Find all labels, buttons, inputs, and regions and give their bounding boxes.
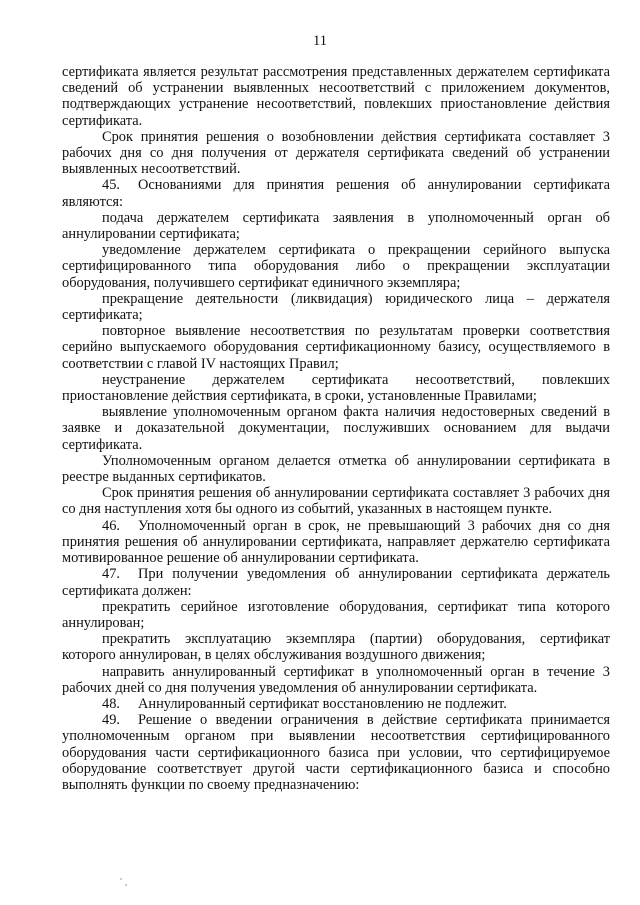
paragraph xyxy=(62,485,610,517)
paragraph xyxy=(62,323,610,372)
paragraph-text: прекратить серийное изготовление оборудования, сертификат типа которого аннулирован; xyxy=(62,598,610,631)
paragraph-text: направить аннулированный сертификат в уполномоченный орган в течение 3 рабочих дней со дня получения уведомления об аннулировании сертификата. xyxy=(62,663,610,696)
paragraph-text: выявление уполномоченным органом факта наличия недостоверных сведений в заявке и доказательной документации, послуживших основанием для выдачи сертификата. xyxy=(62,404,610,453)
paragraph xyxy=(62,291,610,323)
paragraph xyxy=(62,453,610,485)
paragraph-number: 47. xyxy=(102,566,120,583)
paragraph-text: Решение о введении ограничения в действие сертификата принимается уполномоченным органом при выявлении несоответствия сертифицированного оборудования части сертификационного базиса при условии, что сертифицируемое оборудование соответствует другой части сертификационного базиса и способно выполнять функции по своему предназначению: xyxy=(62,712,610,793)
numbered-paragraph xyxy=(62,696,610,712)
paragraph xyxy=(62,631,610,663)
paragraph-number: 49. xyxy=(102,712,120,729)
paragraph-text: Срок принятия решения об аннулировании сертификата составляет 3 рабочих дня со дня наступления хотя бы одного из событий, указанных в настоящем пункте. xyxy=(62,485,610,518)
paragraph xyxy=(62,129,610,178)
numbered-paragraph xyxy=(62,566,610,598)
paragraph-text: прекращение деятельности (ликвидация) юридического лица – держателя сертификата; xyxy=(62,290,610,324)
scan-speck xyxy=(125,884,127,886)
paragraph-number: 45. xyxy=(102,177,120,194)
paragraph xyxy=(62,64,610,129)
paragraph-text: уведомление держателем сертификата о прекращении серийного выпуска сертифицированного типа оборудования либо о прекращении эксплуатации оборудования, получившего сертификат единичного экземпляра; xyxy=(62,242,610,291)
page-number: 11 xyxy=(313,33,327,49)
paragraph xyxy=(62,372,610,404)
paragraph xyxy=(62,210,610,242)
paragraph-text: Основаниями для принятия решения об аннулировании сертификата являются: xyxy=(62,177,610,210)
paragraph-text: неустранение держателем сертификата несоответствий, повлекших приостановление действия сертификата, в сроки, установленные Правилами; xyxy=(62,371,610,405)
paragraph-number: 48. xyxy=(102,695,120,712)
paragraph xyxy=(62,599,610,631)
paragraph-text: Уполномоченный орган в срок, не превышающий 3 рабочих дня со дня принятия решения об аннулировании сертификата, направляет держателю сертификата мотивированное решение об аннулировании сертификата. xyxy=(62,517,610,567)
paragraph-text: подача держателем сертификата заявления в уполномоченный орган об аннулировании сертификата; xyxy=(62,209,610,243)
paragraph-text: При получении уведомления об аннулировании сертификата держатель сертификата должен: xyxy=(62,566,610,599)
document-body xyxy=(62,64,610,793)
paragraph-text: сертификата является результат рассмотрения представленных держателем сертификата сведений об устранении выявленных несоответствий с приложением документов, подтверждающих устранение несоответствий, повлекших приостановление действия сертификата. xyxy=(62,64,610,129)
numbered-paragraph xyxy=(62,177,610,209)
paragraph-text: Срок принятия решения о возобновлении действия сертификата составляет 3 рабочих дня со дня получения от держателя сертификата сведений об устранении выявленных несоответствий. xyxy=(62,128,610,178)
paragraph-text: повторное выявление несоответствия по результатам проверки соответствия серийно выпускаемого оборудования сертификационному базису, осуществляемого в соответствии с главой IV настоящих Правил; xyxy=(62,323,610,372)
numbered-paragraph xyxy=(62,518,610,567)
paragraph xyxy=(62,664,610,696)
paragraph-number: 46. xyxy=(102,517,120,534)
paragraph xyxy=(62,404,610,453)
scan-speck xyxy=(120,878,122,880)
paragraph xyxy=(62,242,610,291)
paragraph-text: Аннулированный сертификат восстановлению не подлежит. xyxy=(138,695,507,712)
paragraph-text: Уполномоченным органом делается отметка об аннулировании сертификата в реестре выданных сертификатов. xyxy=(62,452,610,486)
numbered-paragraph xyxy=(62,712,610,793)
paragraph-text: прекратить эксплуатацию экземпляра (партии) оборудования, сертификат которого аннулирован, в целях обслуживания воздушного движения; xyxy=(62,631,610,664)
